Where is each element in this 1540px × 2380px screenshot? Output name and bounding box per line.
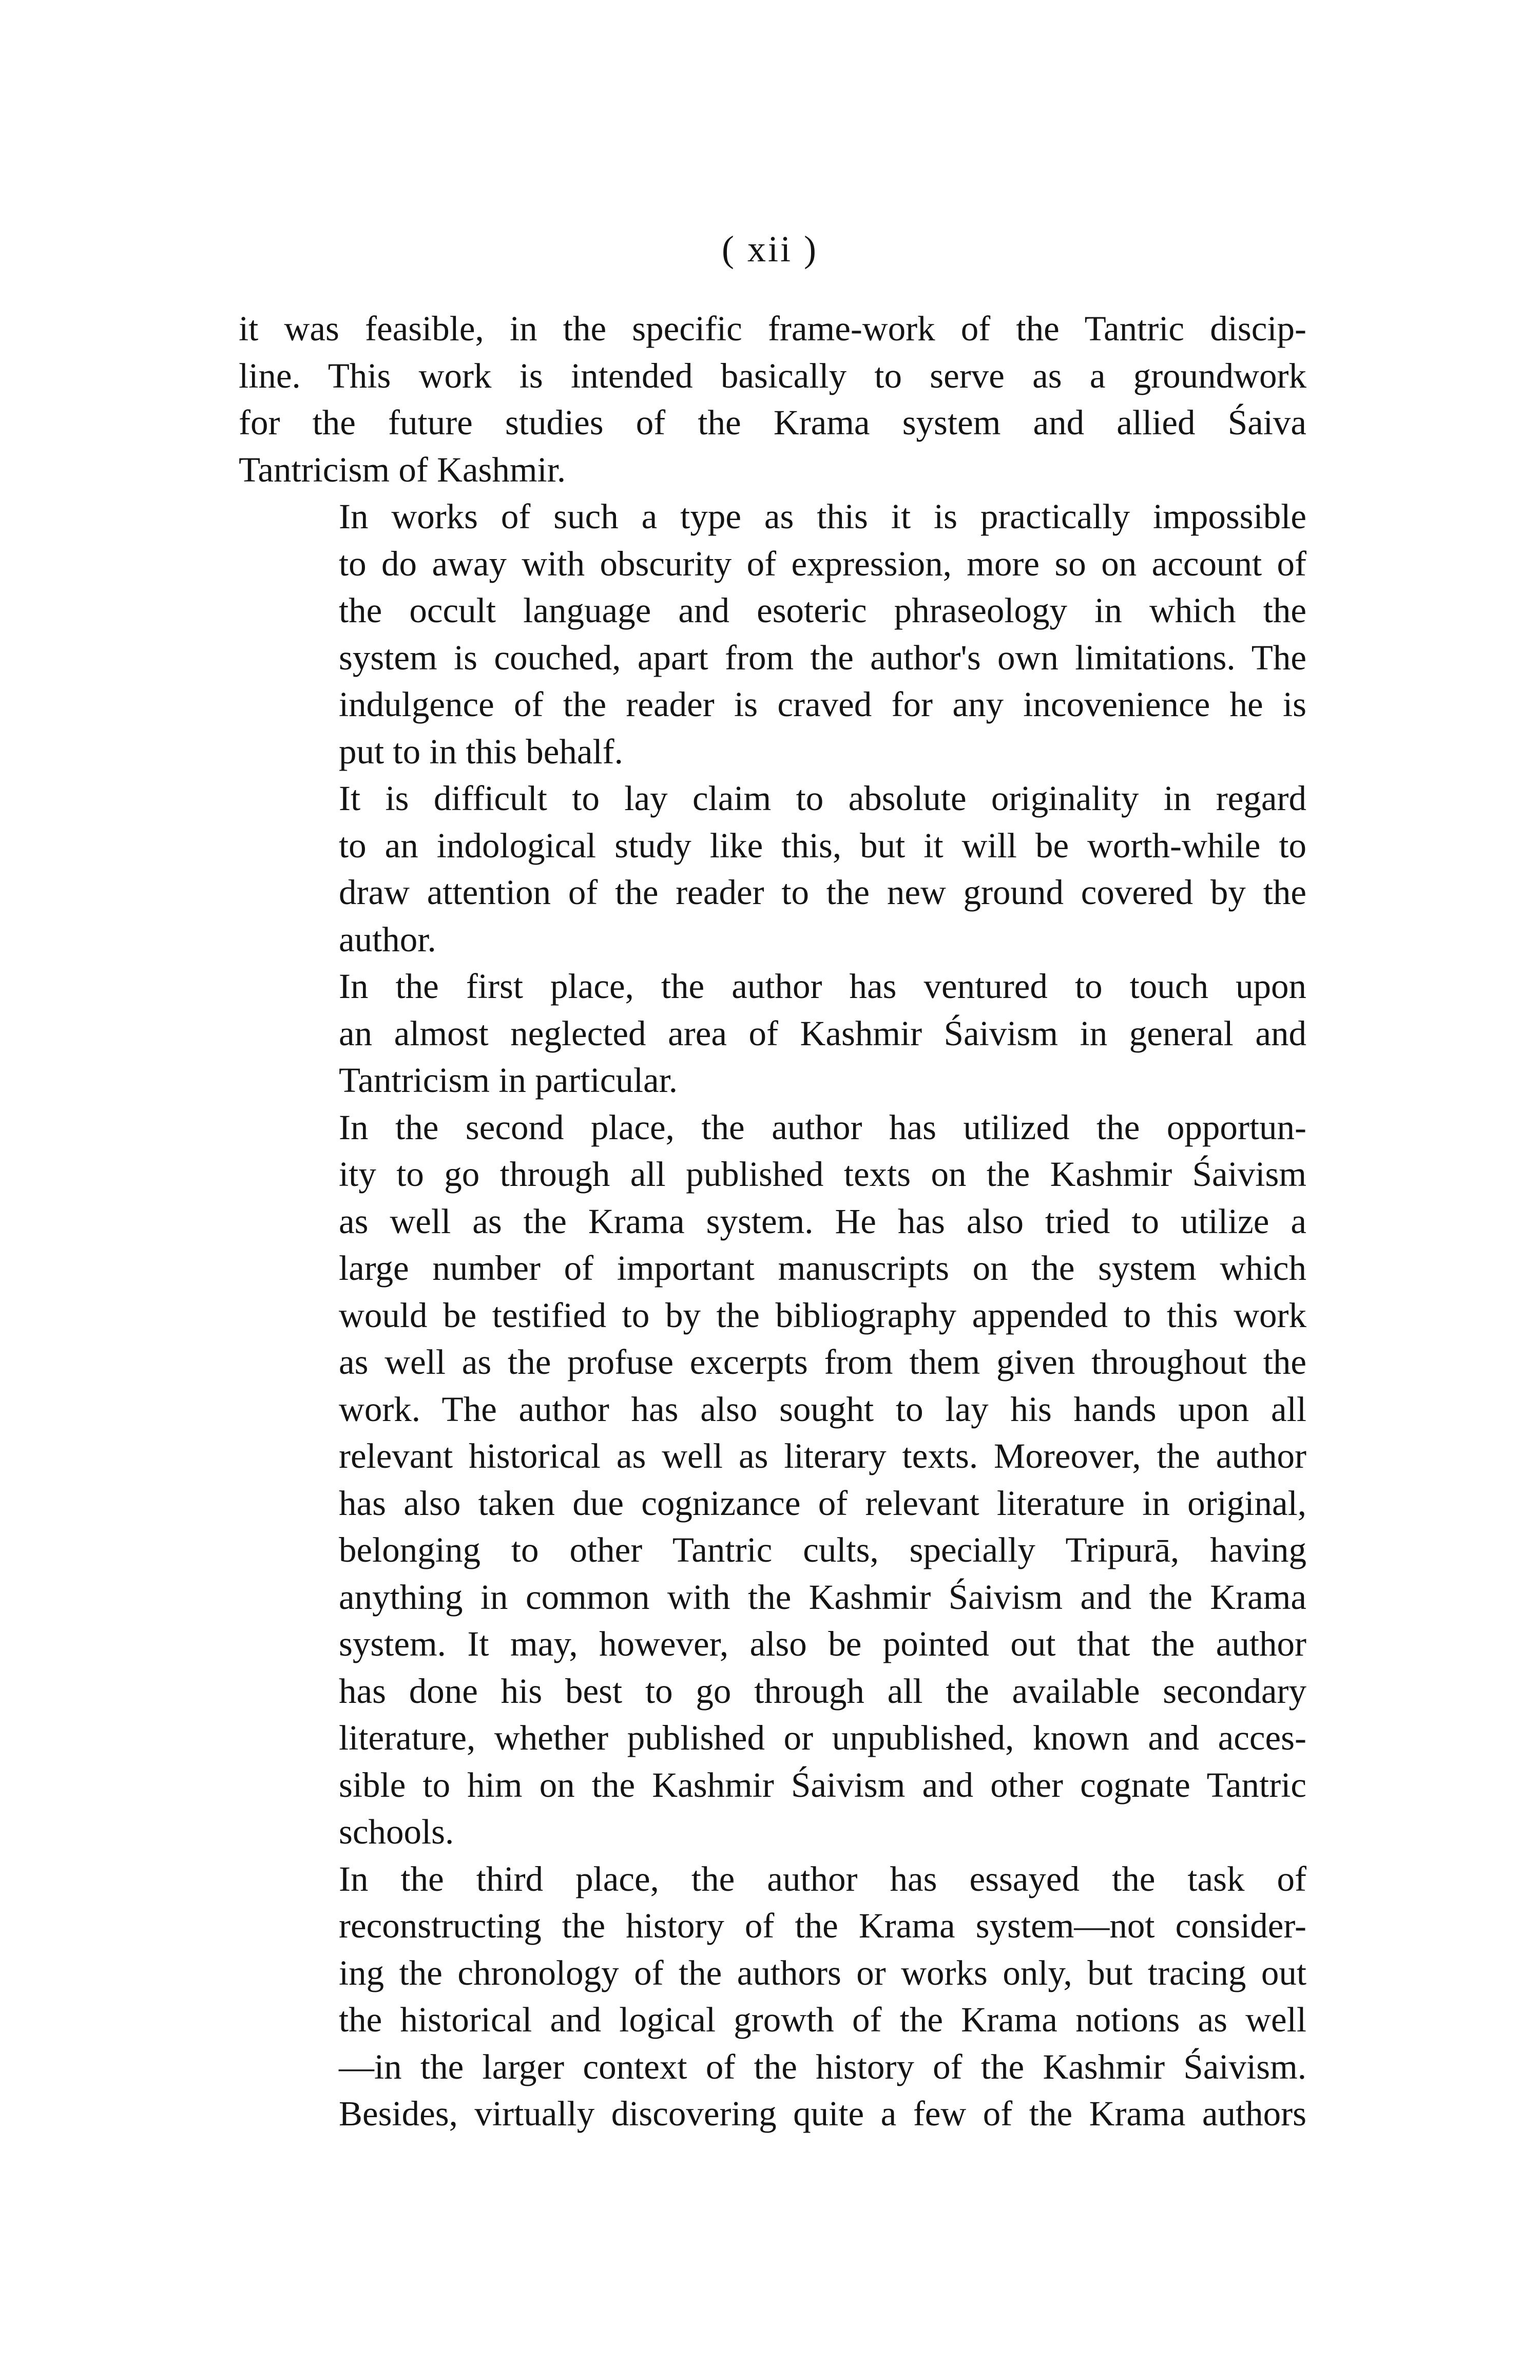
text-line: the occult language and esoteric phraseology in which the bbox=[339, 591, 1306, 630]
text-line: has also taken due cognizance of relevant literature in original, bbox=[339, 1483, 1306, 1523]
text-line: In the second place, the author has utilized the opportun- bbox=[339, 1107, 1306, 1147]
text-line: It is difficult to lay claim to absolute originality in regard bbox=[339, 779, 1306, 818]
text-line: ing the chronology of the authors or works only, but tracing out bbox=[339, 1953, 1306, 1992]
paragraph bbox=[239, 493, 1306, 775]
text-line: In the first place, the author has ventured to touch upon bbox=[339, 967, 1306, 1006]
text-line: sible to him on the Kashmir Śaivism and other cognate Tantric bbox=[339, 1765, 1306, 1805]
text-line: Tantricism in particular. bbox=[339, 1061, 678, 1100]
text-line: system. It may, however, also be pointed out that the author bbox=[339, 1624, 1306, 1663]
text-line: it was feasible, in the specific frame-work of the Tantric discip- bbox=[239, 309, 1306, 348]
text-line: put to in this behalf. bbox=[339, 732, 623, 771]
text-line: for the future studies of the Krama system and allied Śaiva bbox=[239, 403, 1306, 442]
text-line: to an indological study like this, but it will be worth-while to bbox=[339, 826, 1306, 865]
text-line: In the third place, the author has essayed the task of bbox=[339, 1859, 1306, 1898]
text-line: as well as the Krama system. He has also tried to utilize a bbox=[339, 1201, 1306, 1241]
paragraph bbox=[239, 305, 1306, 493]
text-line: large number of important manuscripts on the system which bbox=[339, 1249, 1306, 1288]
text-line: Besides, virtually discovering quite a few of the Krama authors bbox=[339, 2094, 1306, 2133]
text-line: belonging to other Tantric cults, specially Tripurā, having bbox=[339, 1530, 1306, 1569]
page-number: ( xii ) bbox=[722, 228, 818, 270]
text-line: relevant historical as well as literary texts. Moreover, the author bbox=[339, 1436, 1306, 1475]
paragraph bbox=[239, 963, 1306, 1104]
text-line: Tantricism of Kashmir. bbox=[239, 450, 566, 489]
text-line: literature, whether published or unpublished, known and acces- bbox=[339, 1718, 1306, 1757]
paragraph bbox=[239, 1856, 1306, 2138]
text-line: author. bbox=[339, 919, 436, 959]
text-line: —in the larger context of the history of the Kashmir Śaivism. bbox=[339, 2047, 1306, 2086]
text-line: has done his best to go through all the available secondary bbox=[339, 1671, 1306, 1711]
text-line: the historical and logical growth of the Krama notions as well bbox=[339, 2000, 1306, 2039]
text-line: line. This work is intended basically to serve as a groundwork bbox=[239, 356, 1306, 395]
text-line: reconstructing the history of the Krama system—not consider- bbox=[339, 1906, 1306, 1945]
text-line: an almost neglected area of Kashmir Śaivism in general and bbox=[339, 1013, 1306, 1053]
text-line: ity to go through all published texts on the Kashmir Śaivism bbox=[339, 1155, 1306, 1194]
paragraph bbox=[239, 775, 1306, 963]
body-text bbox=[239, 305, 1306, 2138]
text-line: as well as the profuse excerpts from them given throughout the bbox=[339, 1342, 1306, 1381]
text-line: In works of such a type as this it is practically impossible bbox=[339, 497, 1306, 536]
text-line: draw attention of the reader to the new ground covered by the bbox=[339, 873, 1306, 912]
text-line: to do away with obscurity of expression, more so on account of bbox=[339, 544, 1306, 583]
text-line: anything in common with the Kashmir Śaivism and the Krama bbox=[339, 1577, 1306, 1617]
text-line: indulgence of the reader is craved for any incovenience he is bbox=[339, 685, 1306, 724]
text-line: schools. bbox=[339, 1812, 454, 1851]
text-line: work. The author has also sought to lay his hands upon all bbox=[339, 1389, 1306, 1429]
text-line: system is couched, apart from the author's own limitations. The bbox=[339, 638, 1306, 677]
text-line: would be testified to by the bibliography appended to this work bbox=[339, 1295, 1306, 1335]
paragraph bbox=[239, 1104, 1306, 1856]
